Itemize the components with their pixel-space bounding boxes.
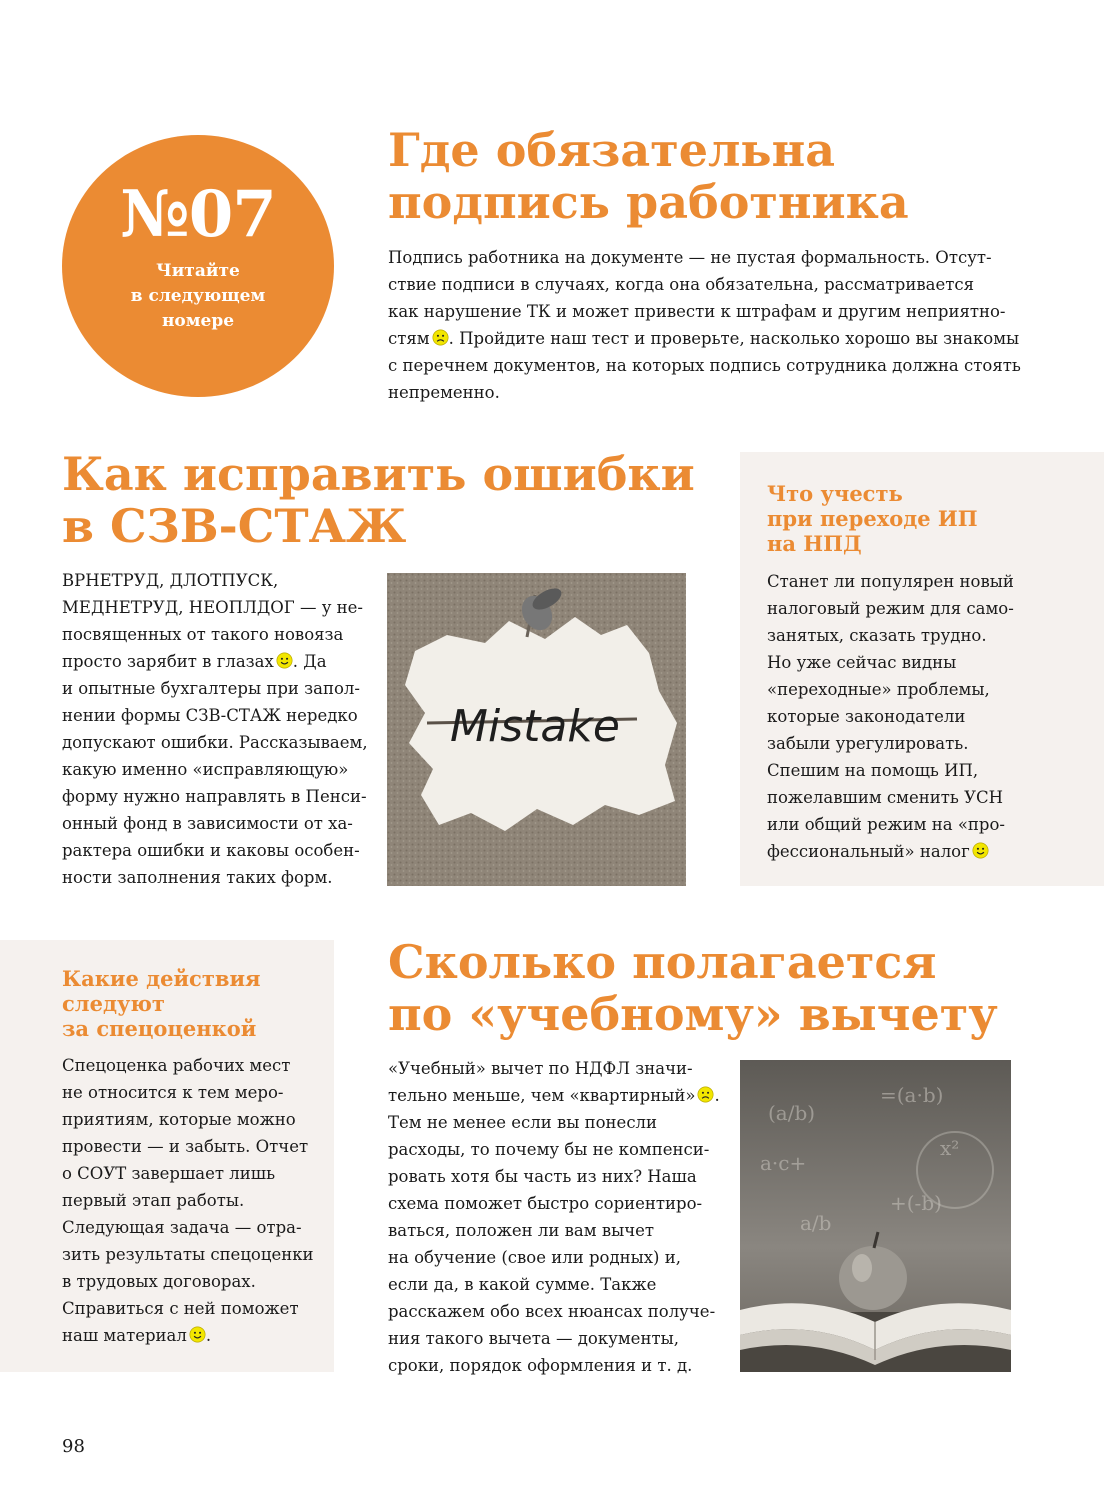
smiley-happy-icon [189,1326,206,1343]
signature-article[interactable] [388,124,909,228]
szv-text: ВРНЕТРУД, ДЛОТПУСК, МЕДНЕТРУД, НЕОПЛДОГ — у не- посвященных от такого новояза просто зарябит в глазах . Да и опытные бухгалтеры при запол- нении формы СЗВ-СТАЖ нередко допускают ошибки. Рассказываем, какую именно «исправляющую» форму нужно направлять в Пенси- онный фонд в зависимости от ха- рактера ошибки и каковы особен- ности заполнения таких форм. [62,571,368,887]
sout-sidebar[interactable] [0,940,334,1372]
npd-text: Станет ли популярен новый налоговый режим для само- занятых, сказать трудно. Но уже сейчас видны «переходные» проблемы, которые законодатели забыли урегулировать. Спешим на помощь ИП, пожелавшим сменить УСН или общий режим на «про- фессиональный» налог [767,572,1014,861]
npd-sidebar[interactable] [740,452,1104,886]
smiley-happy-icon [276,652,293,669]
smiley-happy-icon [972,842,989,859]
deduction-text: «Учебный» вычет по НДФЛ значи- тельно меньше, чем «квартирный» . Тем не менее если вы понесли расходы, то почему бы не компенси- ровать хотя бы часть из них? Наша схема поможет быстро сориентиро- ваться, положен ли вам вычет на обучение (свое или родных) и, если да, в какой сумме. Также расскажем обо всех нюансах получе- ния такого вычета — документы, сроки, порядок оформления и т. д. [388,1059,720,1375]
smiley-sad-icon [432,329,449,346]
next-issue-badge [62,135,334,397]
szv-title: Как исправить ошибки в СЗВ-СТАЖ [62,447,695,553]
mistake-photo [387,573,686,886]
mistake-word: Mistake [450,701,620,752]
sout-text: Спецоценка рабочих мест не относится к тем меро- приятиям, которые можно провести — и забыть. Отчет о СОУТ завершает лишь первый этап работы. Следующая задача — отра- зить результаты спецоценки в трудовых договорах. Справиться с ней поможет наш материал . [62,1056,314,1345]
smiley-sad-icon [697,1086,714,1103]
szv-article[interactable] [62,448,695,552]
badge-caption: Читайте в следующем номере [130,261,266,331]
board-formula: (a/b) [768,1101,816,1125]
page-number: 98 [62,1436,85,1457]
board-formula: a/b [800,1211,832,1235]
deduction-title: Сколько полагается по «учебному» вычету [388,935,998,1041]
sout-title: Какие действия следуют за спецоценкой [62,966,261,1041]
board-formula: a·c+ [760,1151,807,1175]
npd-title: Что учесть при переходе ИП на НПД [767,481,978,556]
board-formula: +(-b) [890,1191,942,1215]
signature-text: Подпись работника на документе — не пустая формальность. Отсут- ствие подписи в случаях, когда она обязательна, рассматривается как нарушение ТК и может привести к штрафам и другим неприятно- стям . Пройдите наш тест и проверьте, насколько хорошо вы знакомы с перечнем документов, на которых подпись сотрудника должна стоять непременно. [388,248,1021,402]
deduction-article[interactable] [388,936,998,1040]
board-formula: =(a·b) [880,1083,944,1107]
board-formula: x² [940,1136,960,1160]
signature-title: Где обязательна подпись работника [388,123,909,229]
apple-book-photo [740,1060,1011,1372]
issue-number: №07 [120,177,276,252]
